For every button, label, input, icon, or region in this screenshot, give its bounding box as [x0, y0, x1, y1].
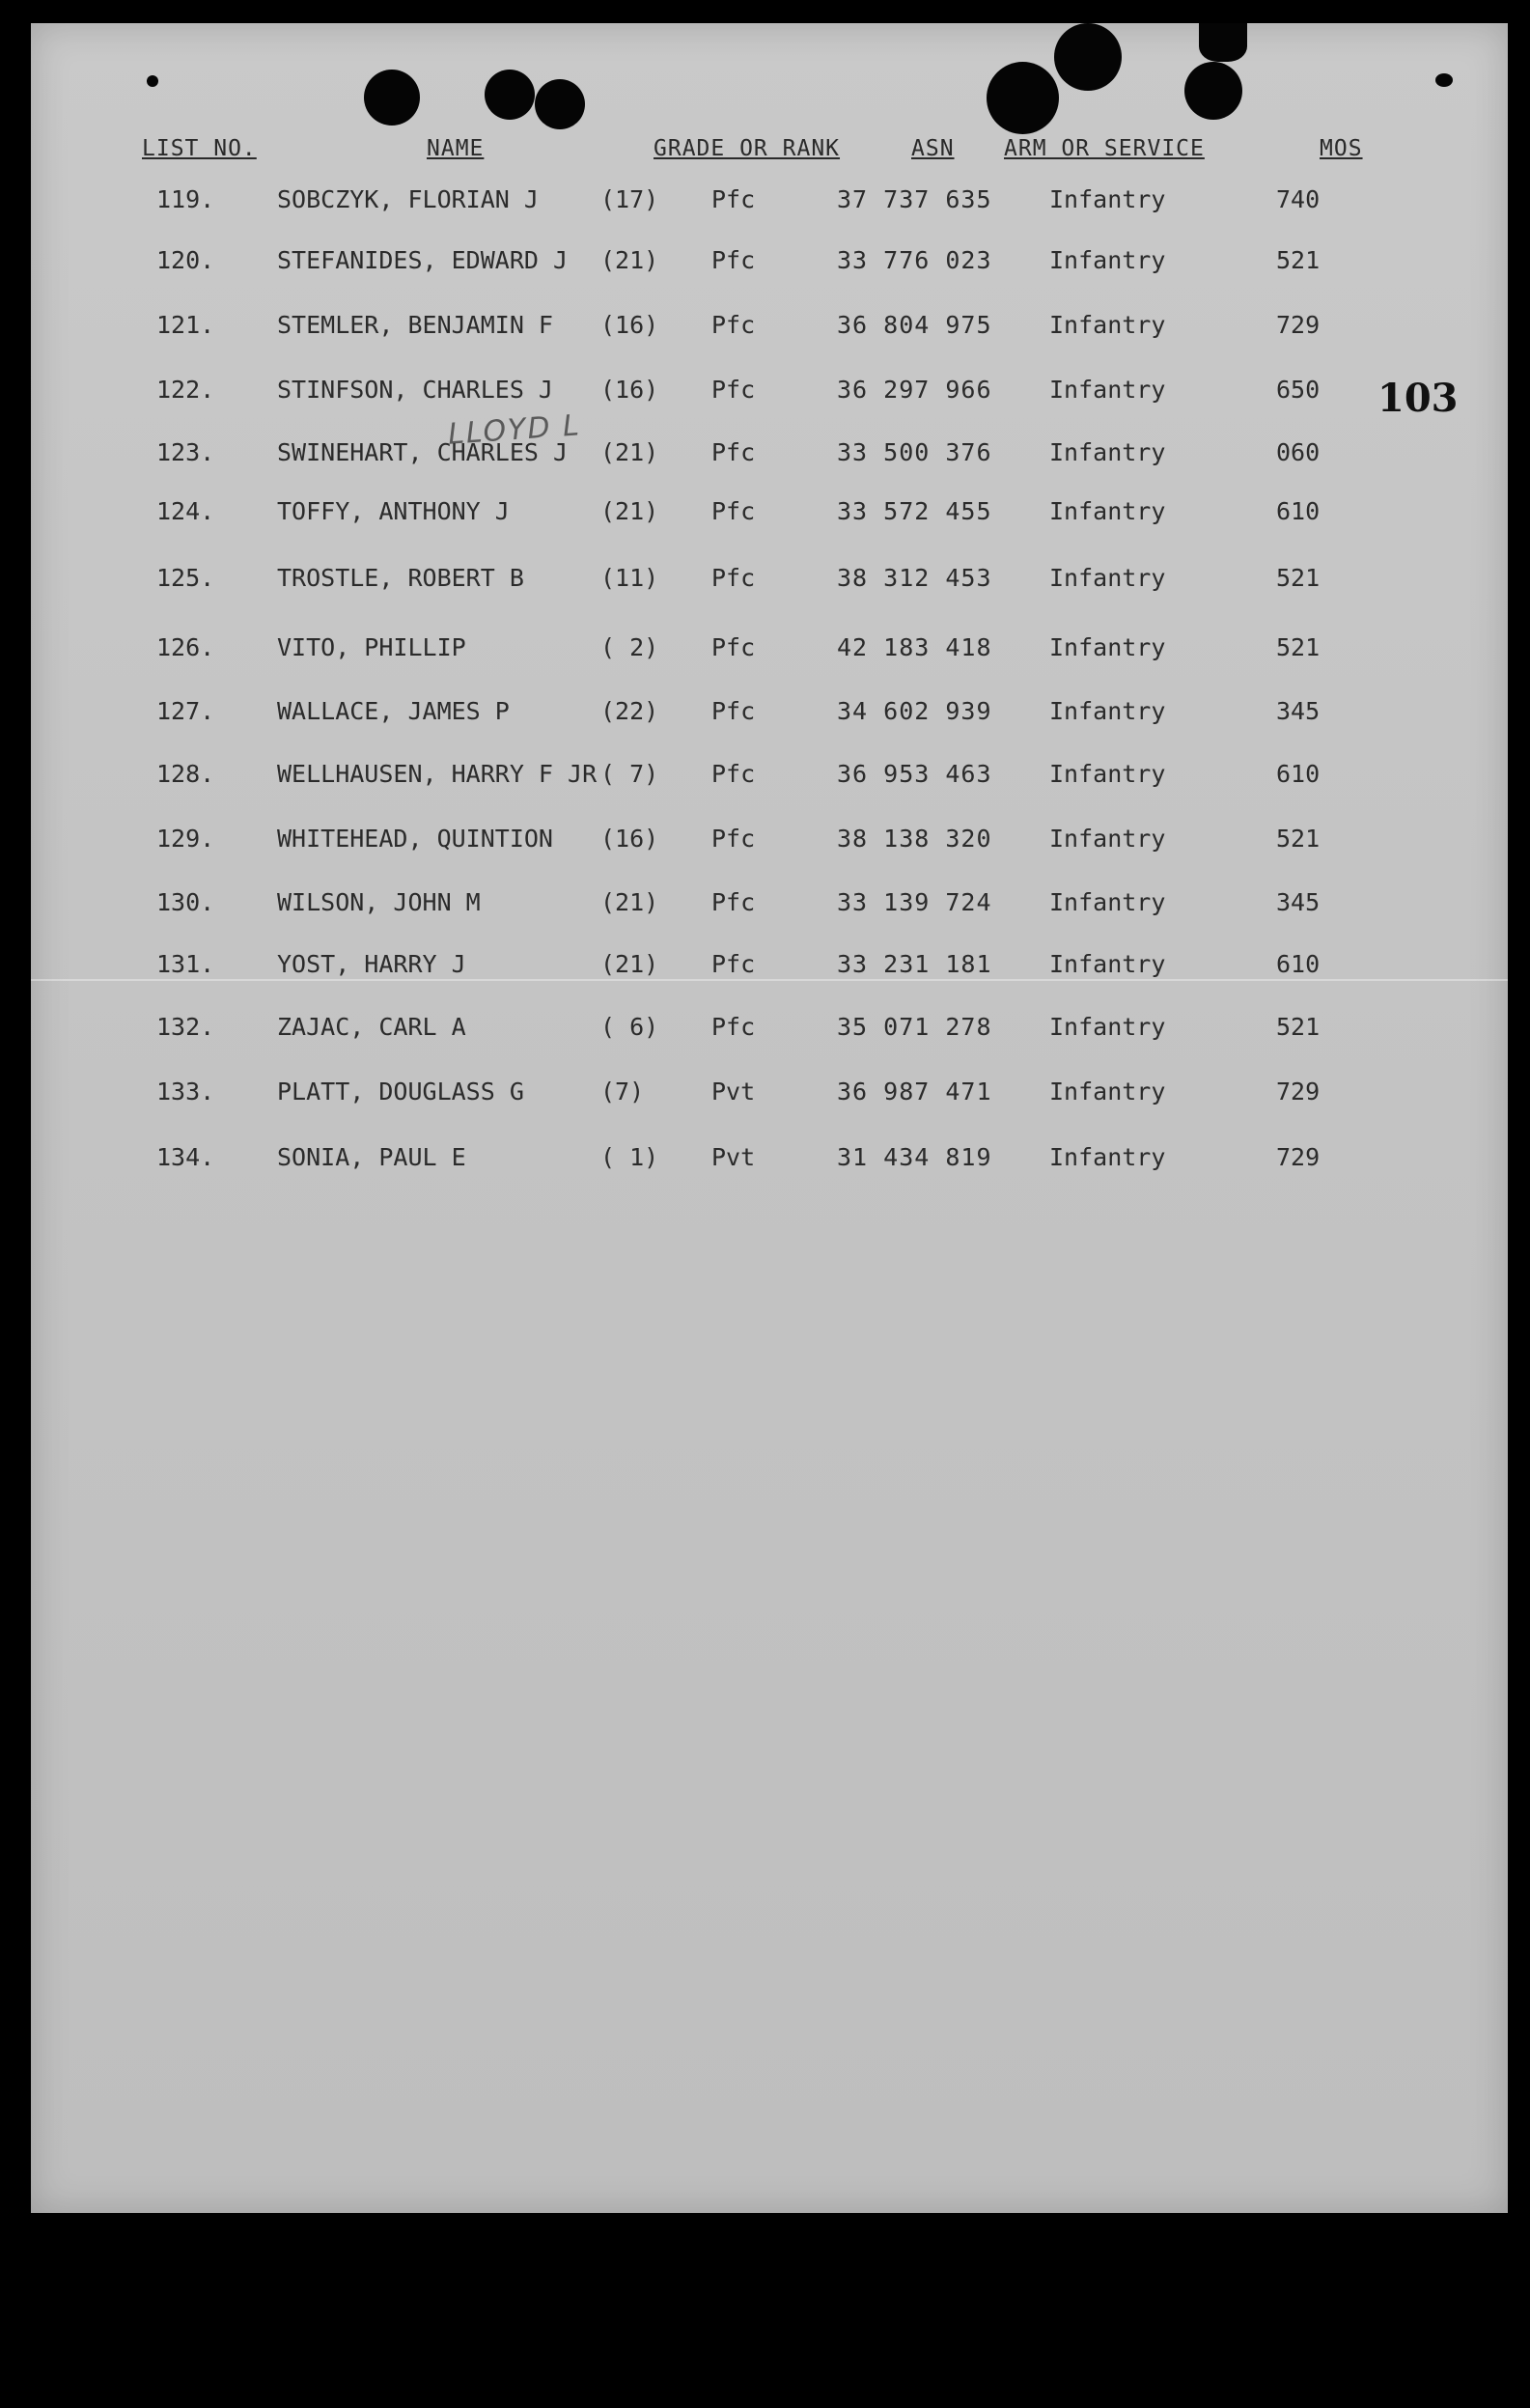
rank: Pfc: [711, 311, 756, 339]
header-arm: ARM OR SERVICE: [1004, 136, 1205, 161]
mos-code: 345: [1276, 888, 1321, 916]
rank: Pfc: [711, 1013, 756, 1041]
table-row: [31, 497, 1508, 555]
mos-code: 729: [1276, 1078, 1321, 1106]
punch-hole: [535, 79, 585, 129]
table-row: [31, 1013, 1508, 1071]
arm-or-service: Infantry: [1049, 1143, 1166, 1171]
mos-code: 521: [1276, 633, 1321, 661]
group-code: (7): [600, 1078, 645, 1106]
table-row: [31, 1143, 1508, 1201]
rank: Pfc: [711, 825, 756, 853]
army-serial-number: 36 987 471: [837, 1078, 992, 1106]
punch-hole: [485, 70, 535, 120]
header-mos: MOS: [1320, 136, 1363, 161]
table-row: [31, 888, 1508, 946]
mos-code: 650: [1276, 376, 1321, 404]
list-number: 133.: [156, 1078, 215, 1106]
list-number: 130.: [156, 888, 215, 916]
group-code: ( 6): [600, 1013, 659, 1041]
rank: Pfc: [711, 564, 756, 592]
soldier-name: TROSTLE, ROBERT B: [277, 564, 524, 592]
rank: Pfc: [711, 697, 756, 725]
army-serial-number: 33 776 023: [837, 246, 992, 274]
list-number: 123.: [156, 438, 215, 466]
group-code: (11): [600, 564, 659, 592]
handwritten-correction: LLOYD L: [446, 408, 582, 452]
mos-code: 729: [1276, 1143, 1321, 1171]
rank: Pfc: [711, 438, 756, 466]
rank: Pfc: [711, 376, 756, 404]
list-number: 128.: [156, 760, 215, 788]
soldier-name: WILSON, JOHN M: [277, 888, 481, 916]
punch-hole: [364, 70, 420, 126]
arm-or-service: Infantry: [1049, 246, 1166, 274]
soldier-name: STEMLER, BENJAMIN F: [277, 311, 553, 339]
soldier-name: STEFANIDES, EDWARD J: [277, 246, 569, 274]
list-number: 131.: [156, 950, 215, 978]
punch-hole: [1435, 73, 1453, 87]
soldier-name: YOST, HARRY J: [277, 950, 466, 978]
army-serial-number: 34 602 939: [837, 697, 992, 725]
army-serial-number: 37 737 635: [837, 185, 992, 213]
arm-or-service: Infantry: [1049, 497, 1166, 525]
rank: Pfc: [711, 950, 756, 978]
army-serial-number: 36 953 463: [837, 760, 992, 788]
mos-code: 521: [1276, 1013, 1321, 1041]
group-code: (21): [600, 246, 659, 274]
arm-or-service: Infantry: [1049, 564, 1166, 592]
army-serial-number: 33 231 181: [837, 950, 992, 978]
rank: Pfc: [711, 185, 756, 213]
group-code: (17): [600, 185, 659, 213]
rank: Pfc: [711, 246, 756, 274]
header-asn: ASN: [911, 136, 955, 161]
mos-code: 740: [1276, 185, 1321, 213]
table-row: [31, 633, 1508, 691]
punch-hole: [1054, 23, 1122, 91]
punch-hole: [147, 75, 158, 87]
mos-code: 521: [1276, 825, 1321, 853]
soldier-name: SONIA, PAUL E: [277, 1143, 466, 1171]
arm-or-service: Infantry: [1049, 438, 1166, 466]
soldier-name: SWINEHART, CHARLES J: [277, 438, 569, 466]
table-row: [31, 950, 1508, 1008]
arm-or-service: Infantry: [1049, 1013, 1166, 1041]
rank: Pfc: [711, 888, 756, 916]
list-number: 126.: [156, 633, 215, 661]
mos-code: 521: [1276, 246, 1321, 274]
soldier-name: WELLHAUSEN, HARRY F JR: [277, 760, 598, 788]
arm-or-service: Infantry: [1049, 185, 1166, 213]
mos-code: 729: [1276, 311, 1321, 339]
group-code: (21): [600, 950, 659, 978]
mos-code: 610: [1276, 950, 1321, 978]
rank: Pfc: [711, 633, 756, 661]
soldier-name: WALLACE, JAMES P: [277, 697, 510, 725]
table-row: [31, 825, 1508, 882]
rank: Pfc: [711, 760, 756, 788]
arm-or-service: Infantry: [1049, 888, 1166, 916]
army-serial-number: 38 312 453: [837, 564, 992, 592]
punch-hole: [1184, 62, 1242, 120]
header-grade: GRADE OR RANK: [654, 136, 841, 161]
soldier-name: SOBCZYK, FLORIAN J: [277, 185, 539, 213]
arm-or-service: Infantry: [1049, 825, 1166, 853]
mos-code: 521: [1276, 564, 1321, 592]
list-number: 119.: [156, 185, 215, 213]
table-row: [31, 185, 1508, 243]
group-code: (16): [600, 825, 659, 853]
list-number: 124.: [156, 497, 215, 525]
arm-or-service: Infantry: [1049, 760, 1166, 788]
soldier-name: ZAJAC, CARL A: [277, 1013, 466, 1041]
list-number: 134.: [156, 1143, 215, 1171]
arm-or-service: Infantry: [1049, 311, 1166, 339]
punch-hole: [987, 62, 1059, 134]
group-code: (21): [600, 888, 659, 916]
document-page: [31, 23, 1508, 2213]
army-serial-number: 31 434 819: [837, 1143, 992, 1171]
group-code: (16): [600, 376, 659, 404]
group-code: (21): [600, 497, 659, 525]
mos-code: 345: [1276, 697, 1321, 725]
group-code: ( 1): [600, 1143, 659, 1171]
table-row: [31, 311, 1508, 369]
header-name: NAME: [427, 136, 485, 161]
table-row: [31, 697, 1508, 755]
soldier-name: TOFFY, ANTHONY J: [277, 497, 510, 525]
army-serial-number: 33 139 724: [837, 888, 992, 916]
table-row: [31, 376, 1508, 434]
list-number: 121.: [156, 311, 215, 339]
arm-or-service: Infantry: [1049, 950, 1166, 978]
arm-or-service: Infantry: [1049, 633, 1166, 661]
table-row: [31, 564, 1508, 622]
rank: Pvt: [711, 1143, 756, 1171]
list-number: 132.: [156, 1013, 215, 1041]
army-serial-number: 38 138 320: [837, 825, 992, 853]
list-number: 127.: [156, 697, 215, 725]
army-serial-number: 35 071 278: [837, 1013, 992, 1041]
army-serial-number: 33 572 455: [837, 497, 992, 525]
soldier-name: WHITEHEAD, QUINTION: [277, 825, 553, 853]
group-code: ( 7): [600, 760, 659, 788]
soldier-name: VITO, PHILLIP: [277, 633, 466, 661]
table-row: [31, 760, 1508, 818]
header-list-no: LIST NO.: [142, 136, 257, 161]
mos-code: 610: [1276, 497, 1321, 525]
list-number: 120.: [156, 246, 215, 274]
arm-or-service: Infantry: [1049, 1078, 1166, 1106]
rank: Pvt: [711, 1078, 756, 1106]
page-number: 103: [1377, 376, 1459, 421]
group-code: (22): [600, 697, 659, 725]
soldier-name: STINFSON, CHARLES J: [277, 376, 553, 404]
table-row: [31, 1078, 1508, 1135]
soldier-name: PLATT, DOUGLASS G: [277, 1078, 524, 1106]
table-row: [31, 246, 1508, 304]
mos-code: 610: [1276, 760, 1321, 788]
mos-code: 060: [1276, 438, 1321, 466]
rank: Pfc: [711, 497, 756, 525]
army-serial-number: 42 183 418: [837, 633, 992, 661]
arm-or-service: Infantry: [1049, 376, 1166, 404]
punch-hole: [1199, 23, 1247, 62]
army-serial-number: 33 500 376: [837, 438, 992, 466]
army-serial-number: 36 297 966: [837, 376, 992, 404]
list-number: 122.: [156, 376, 215, 404]
table-row: [31, 438, 1508, 496]
group-code: ( 2): [600, 633, 659, 661]
army-serial-number: 36 804 975: [837, 311, 992, 339]
group-code: (21): [600, 438, 659, 466]
arm-or-service: Infantry: [1049, 697, 1166, 725]
list-number: 125.: [156, 564, 215, 592]
list-number: 129.: [156, 825, 215, 853]
group-code: (16): [600, 311, 659, 339]
